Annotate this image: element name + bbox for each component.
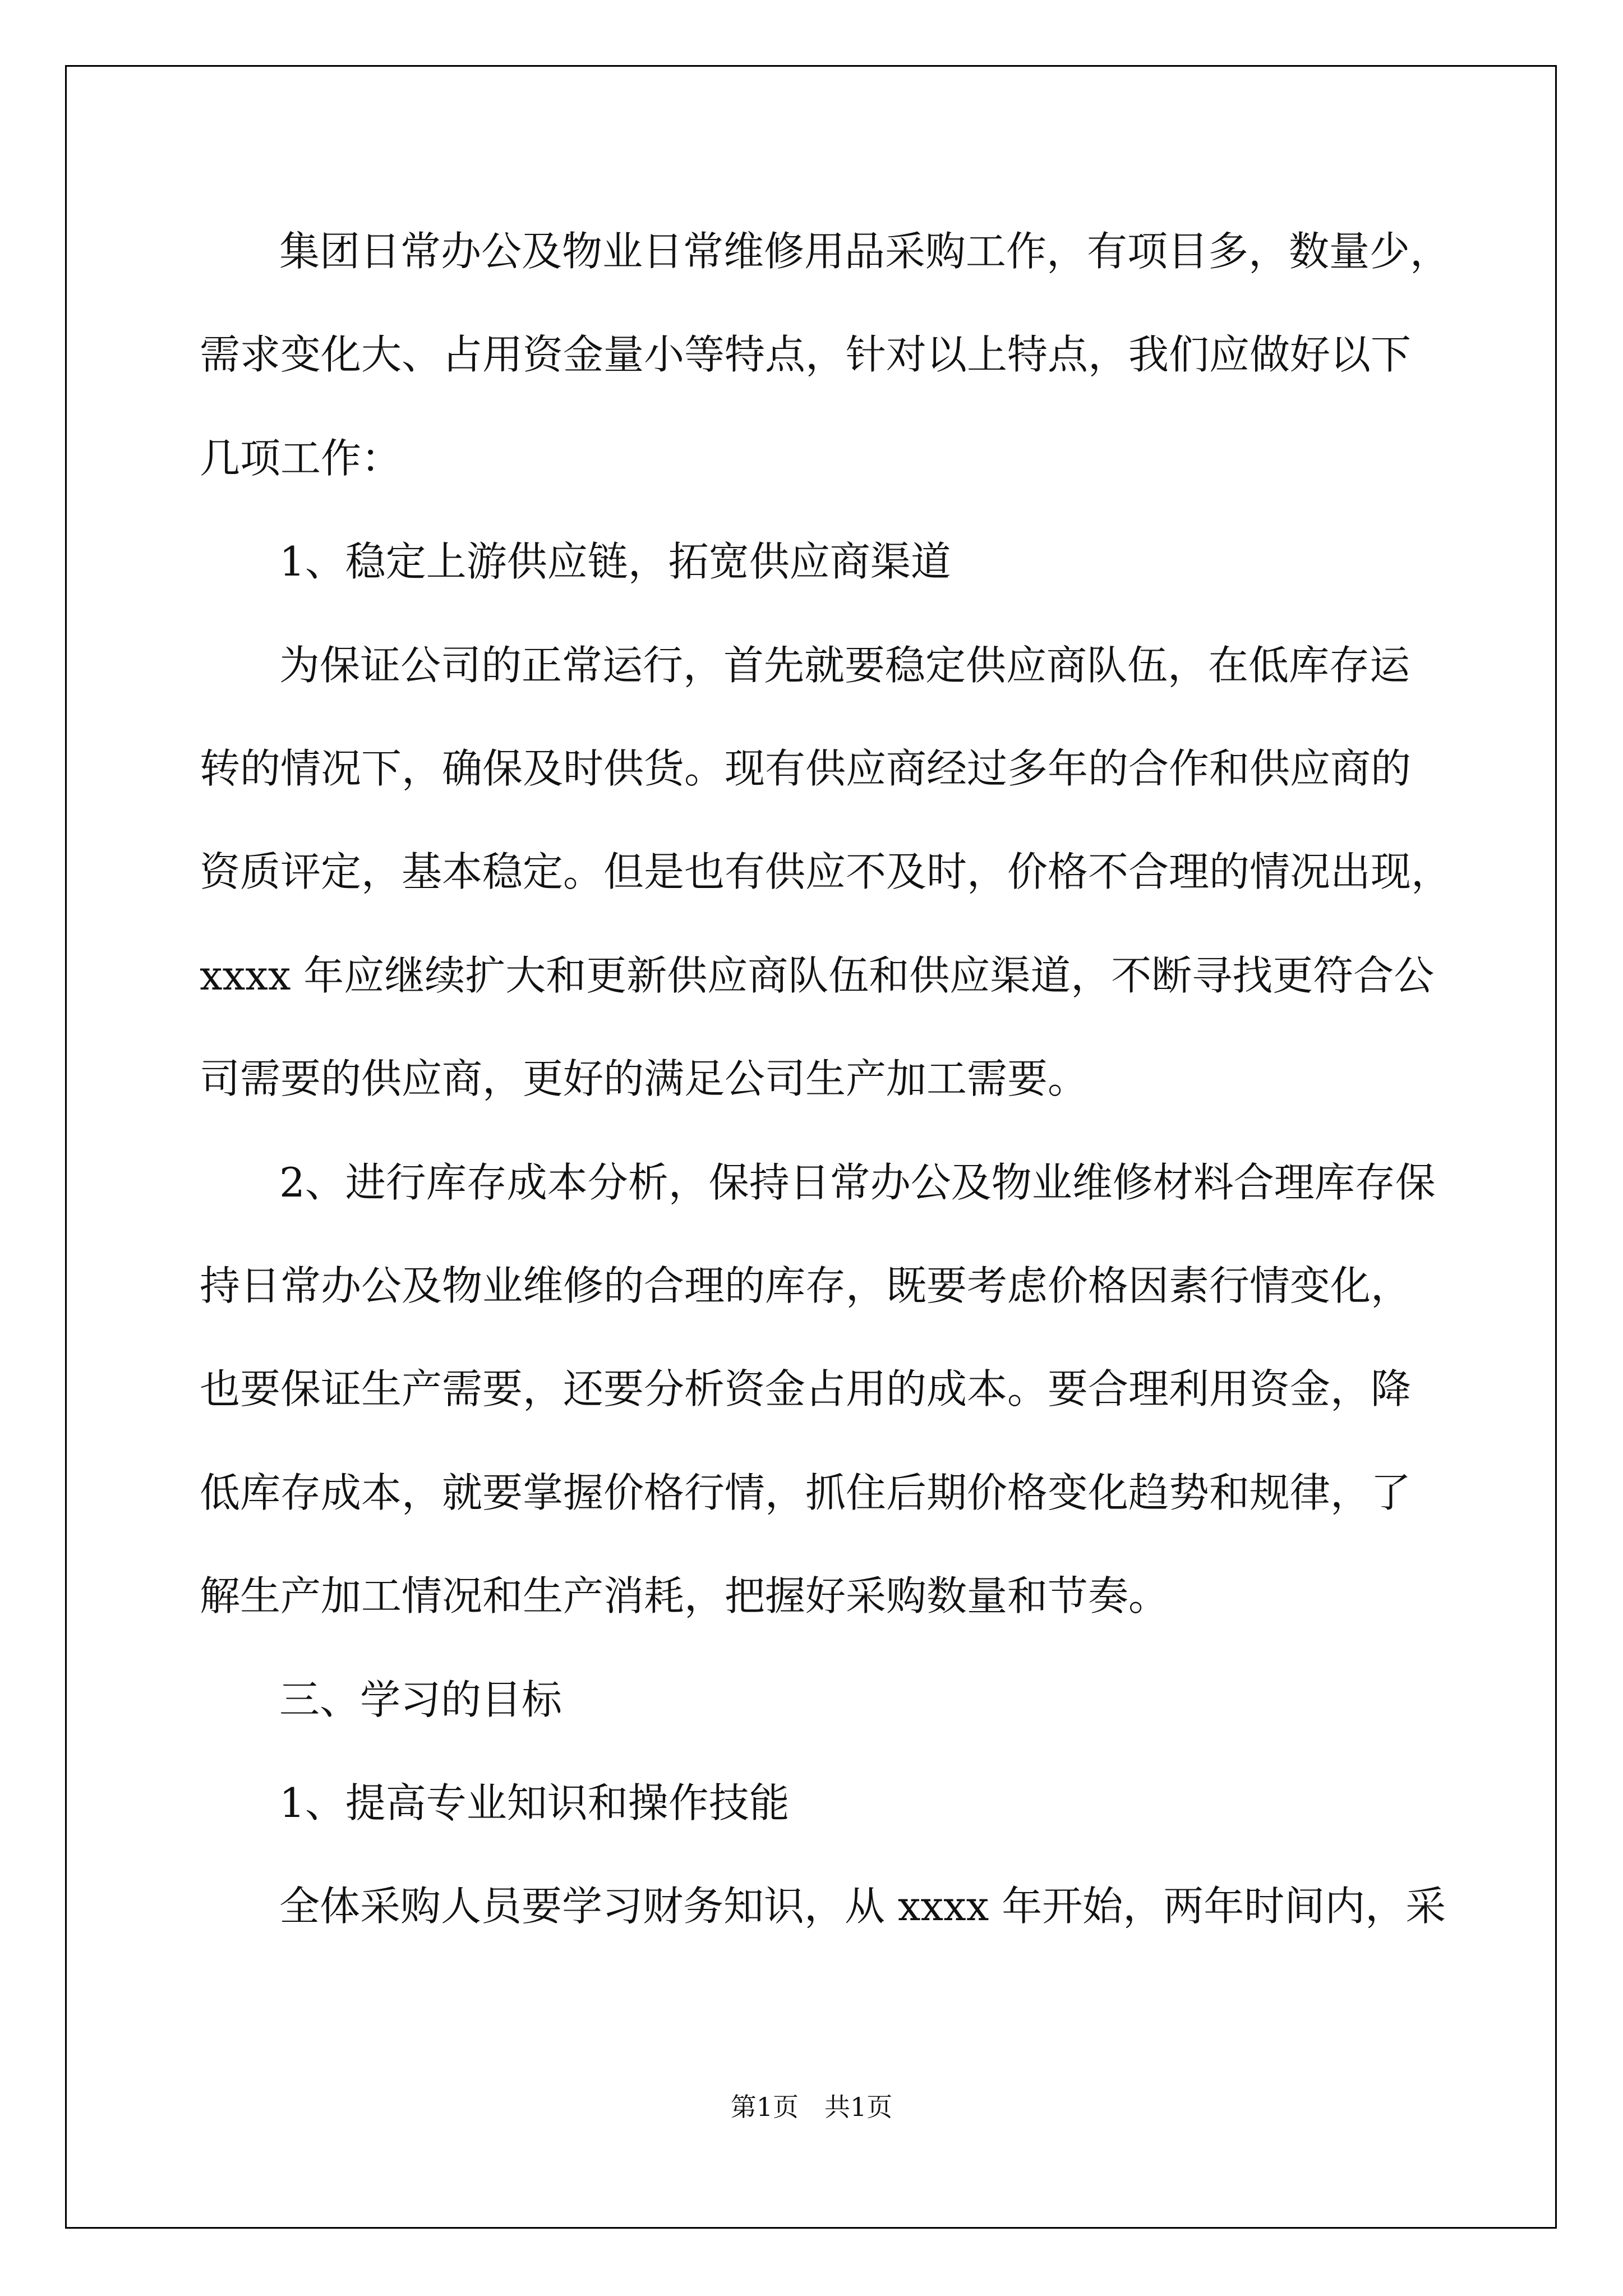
body-line-6: 转的情况下，确保及时供货。现有供应商经过多年的合作和供应商的 (200, 745, 1412, 792)
body-line-12: 也要保证生产需要，还要分析资金占用的成本。要合理利用资金，降 (200, 1365, 1412, 1412)
body-line-8: xxxx 年应继续扩大和更新供应商队伍和供应渠道，不断寻找更符合公 (200, 952, 1435, 999)
body-line-1: 集团日常办公及物业日常维修用品采购工作，有项目多，数量少， (279, 228, 1451, 275)
body-line-11: 持日常办公及物业维修的合理的库存，既要考虑价格因素行情变化， (200, 1262, 1412, 1309)
body-line-5: 为保证公司的正常运行，首先就要稳定供应商队伍，在低库存运 (279, 642, 1410, 689)
section-heading-2: 2、进行库存成本分析，保持日常办公及物业维修材料合理库存保 (279, 1159, 1436, 1206)
body-line-9: 司需要的供应商，更好的满足公司生产加工需要。 (200, 1055, 1089, 1102)
section-heading-3: 三、学习的目标 (279, 1676, 562, 1723)
body-line-13: 低库存成本，就要掌握价格行情，抓住后期价格变化趋势和规律，了 (200, 1469, 1412, 1516)
body-line-17: 全体采购人员要学习财务知识，从 xxxx 年开始，两年时间内，采 (279, 1883, 1446, 1930)
body-line-14: 解生产加工情况和生产消耗，把握好采购数量和节奏。 (200, 1572, 1169, 1619)
page-footer: 第1页 共1页 (730, 2092, 893, 2122)
section-heading-1: 1、稳定上游供应链，拓宽供应商渠道 (279, 538, 951, 585)
body-line-7: 资质评定，基本稳定。但是也有供应不及时，价格不合理的情况出现， (200, 848, 1452, 895)
body-line-2: 需求变化大、占用资金量小等特点，针对以上特点，我们应做好以下 (200, 331, 1412, 378)
body-line-3: 几项工作： (200, 435, 402, 482)
section-heading-4: 1、提高专业知识和操作技能 (279, 1779, 790, 1826)
